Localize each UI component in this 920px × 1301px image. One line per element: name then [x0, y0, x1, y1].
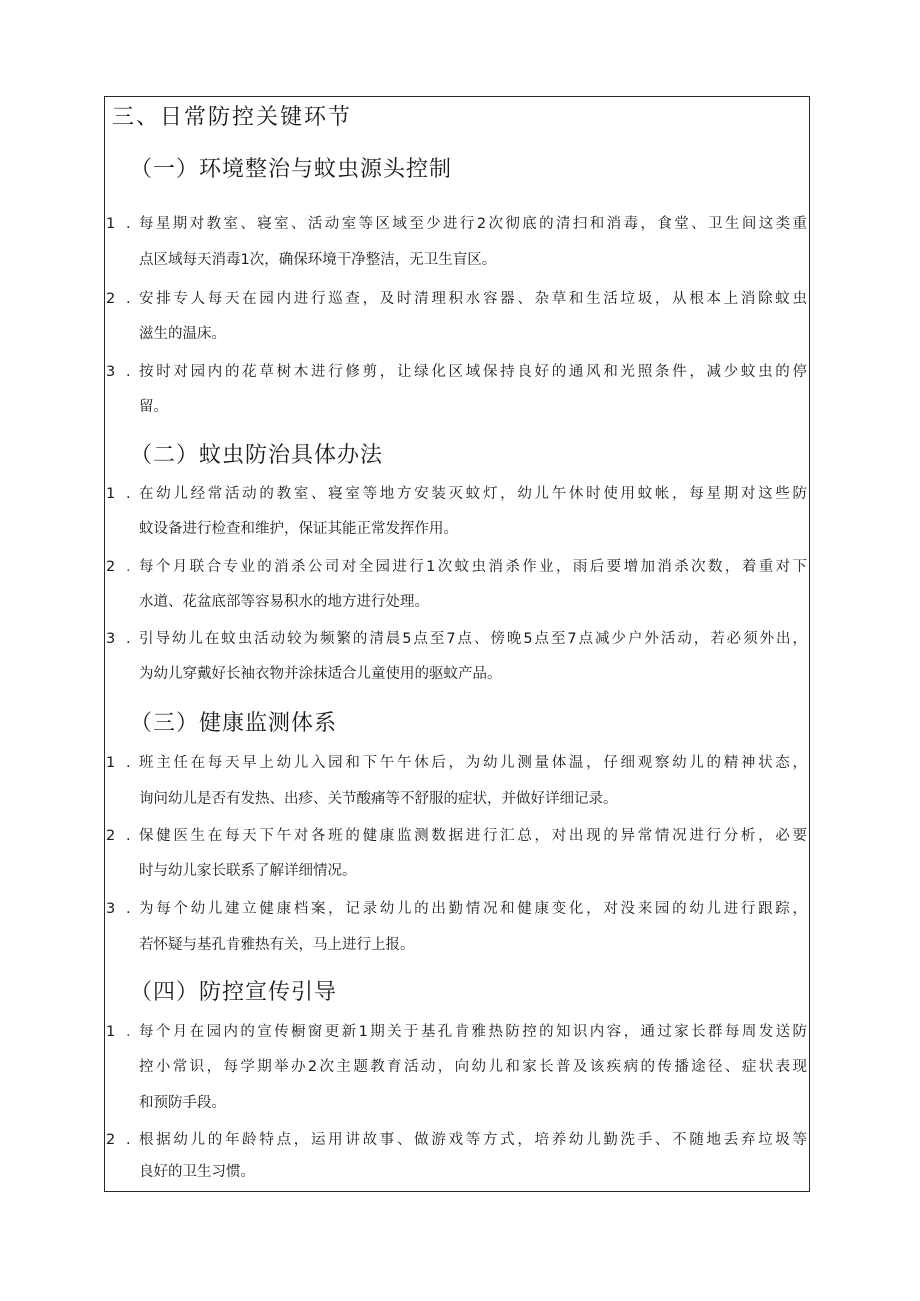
item-text-line-3: 和预防手段。 — [139, 1095, 226, 1111]
item-text-line-1: 班主任在每天早上幼儿入园和下午午休后，为幼儿测量体温，仔细观察幼儿的精神状态， — [139, 755, 807, 771]
item-text-line-2: 为幼儿穿戴好长袖衣物并涂抹适合儿童使用的驱蚊产品。 — [139, 666, 502, 682]
item-number: 1 — [106, 1024, 116, 1040]
item-number: 1 — [106, 216, 116, 232]
item-text-line-2: 留。 — [139, 399, 168, 415]
item-dot: . — [126, 216, 131, 232]
item-number: 1 — [106, 755, 116, 771]
item-number: 3 — [106, 631, 116, 647]
item-text-line-2: 时与幼儿家长联系了解详细情况。 — [139, 863, 357, 879]
item-number: 3 — [106, 901, 116, 917]
item-text-line-2: 点区域每天消毒1次，确保环境干净整洁，无卫生盲区。 — [139, 252, 497, 268]
item-text-line-1: 保健医生在每天下午对各班的健康监测数据进行汇总，对出现的异常情况进行分析，必要 — [139, 828, 807, 844]
item-text-line-2: 蚊设备进行检查和维护，保证其能正常发挥作用。 — [139, 521, 458, 537]
item-number: 2 — [106, 1132, 116, 1148]
item-number: 2 — [106, 828, 116, 844]
item-text-line-2: 滋生的温床。 — [139, 326, 226, 342]
item-text-line-1: 在幼儿经常活动的教室、寝室等地方安装灭蚊灯，幼儿午休时使用蚊帐，每星期对这些防 — [139, 486, 807, 502]
item-text-line-1: 为每个幼儿建立健康档案，记录幼儿的出勤情况和健康变化，对没来园的幼儿进行跟踪， — [139, 901, 807, 917]
item-dot: . — [126, 364, 131, 380]
item-dot: . — [126, 486, 131, 502]
item-text-line-2: 水道、花盆底部等容易积水的地方进行处理。 — [139, 594, 429, 610]
item-text-line-2: 询问幼儿是否有发热、出疹、关节酸痛等不舒服的症状，并做好详细记录。 — [139, 791, 618, 807]
section-heading-1: （一）环境整治与蚊虫源头控制 — [130, 157, 453, 182]
item-dot: . — [126, 755, 131, 771]
item-dot: . — [126, 559, 131, 575]
item-number: 3 — [106, 364, 116, 380]
item-dot: . — [126, 1024, 131, 1040]
page-title: 三、日常防控关键环节 — [112, 105, 353, 130]
item-dot: . — [126, 291, 131, 307]
section-heading-4: （四）防控宣传引导 — [130, 980, 338, 1005]
section-heading-2: （二）蚊虫防治具体办法 — [130, 443, 384, 468]
item-text-line-1: 每个月联合专业的消杀公司对全园进行1次蚊虫消杀作业，雨后要增加消杀次数，着重对下 — [139, 559, 807, 575]
item-text-line-2: 若怀疑与基孔肯雅热有关，马上进行上报。 — [139, 937, 415, 953]
item-dot: . — [126, 901, 131, 917]
item-text-line-1: 根据幼儿的年龄特点，运用讲故事、做游戏等方式，培养幼儿勤洗手、不随地丢弃垃圾等 — [139, 1132, 807, 1148]
section-heading-3: （三）健康监测体系 — [130, 711, 338, 736]
item-number: 2 — [106, 559, 116, 575]
item-dot: . — [126, 828, 131, 844]
item-dot: . — [126, 631, 131, 647]
item-text-line-2: 良好的卫生习惯。 — [139, 1164, 255, 1180]
item-number: 2 — [106, 291, 116, 307]
item-text-line-1: 每星期对教室、寝室、活动室等区域至少进行2次彻底的清扫和消毒，食堂、卫生间这类重 — [139, 216, 807, 232]
item-text-line-1: 引导幼儿在蚊虫活动较为频繁的清晨5点至7点、傍晚5点至7点减少户外活动，若必须外出， — [139, 631, 807, 647]
item-text-line-2: 控小常识，每学期举办2次主题教育活动，向幼儿和家长普及该疾病的传播途径、症状表现 — [139, 1059, 807, 1075]
item-text-line-1: 安排专人每天在园内进行巡查，及时清理积水容器、杂草和生活垃圾，从根本上消除蚊虫 — [139, 291, 807, 307]
item-number: 1 — [106, 486, 116, 502]
item-dot: . — [126, 1132, 131, 1148]
item-text-line-1: 每个月在园内的宣传橱窗更新1期关于基孔肯雅热防控的知识内容，通过家长群每周发送防 — [139, 1024, 807, 1040]
item-text-line-1: 按时对园内的花草树木进行修剪，让绿化区域保持良好的通风和光照条件，减少蚊虫的停 — [139, 364, 807, 380]
